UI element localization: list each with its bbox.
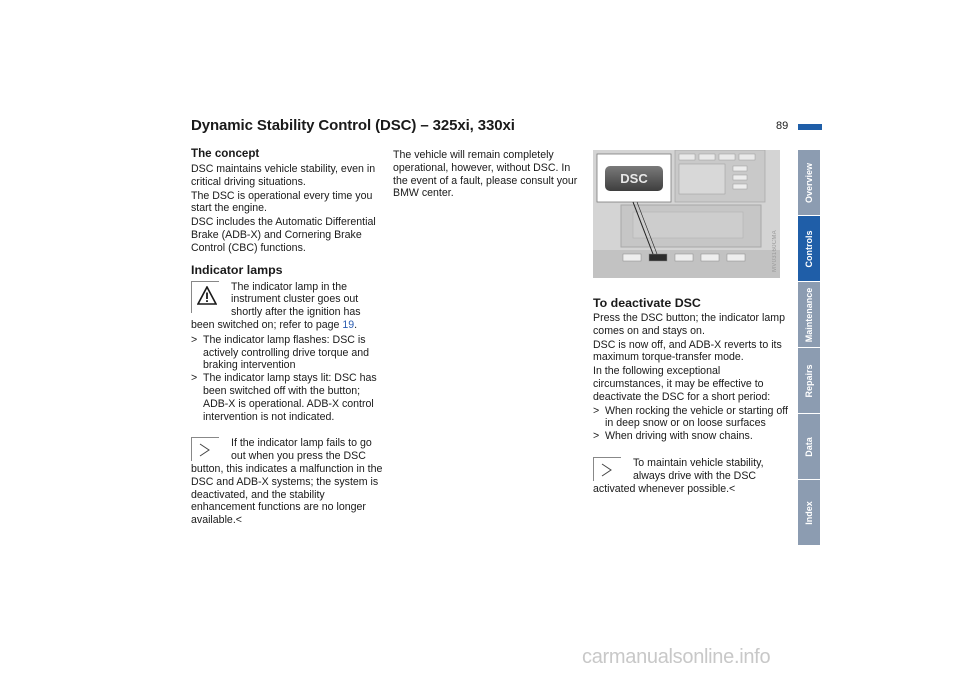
page-number: 89 — [776, 120, 789, 132]
tab-controls[interactable]: Controls — [798, 216, 820, 281]
concept-paragraph-1: DSC maintains vehicle stability, even in critical driving situations. — [191, 163, 376, 188]
lamps-note-text: The indicator lamp in the instrument cluster goes out shortly after the ignition has been switched on; refer to page — [191, 280, 361, 331]
page-title: Dynamic Stability Control (DSC) – 325xi, 330xi — [191, 117, 515, 134]
note-icon-box — [593, 457, 621, 481]
note-icon-box — [191, 437, 219, 461]
section-tabs — [798, 150, 820, 546]
middle-paragraph: The vehicle will remain completely operational, however, without DSC. In the event of a fault, please consult your BMW center. — [393, 149, 578, 200]
list-item — [191, 372, 385, 423]
list-item — [191, 334, 385, 372]
end-mark: < — [729, 482, 736, 495]
right-paragraph-2: DSC is now off, and ADB-X reverts to its maximum torque-transfer mode. — [593, 338, 782, 364]
fault-note-text: If the indicator lamp fails to go out when you press the DSC button, this indicates a malfunction in the DSC and ADB-X systems; the system is deactivated, and the stability enhancement functions are no longer available. — [191, 437, 383, 527]
watermark: carmanualsonline.info — [582, 646, 771, 668]
bullet-mark: > — [191, 372, 198, 385]
list-item — [593, 430, 789, 443]
concept-paragraph-2: The DSC is operational every time you start the engine. — [191, 189, 373, 215]
dsc-button-label: DSC — [605, 166, 663, 191]
bullet-text: When rocking the vehicle or starting off in deep snow or on loose surfaces — [605, 404, 788, 430]
list-item — [593, 405, 789, 431]
end-mark: < — [235, 514, 242, 527]
bullet-text: When driving with snow chains. — [605, 430, 753, 443]
deactivate-heading: To deactivate DSC — [593, 296, 701, 310]
tab-maintenance[interactable]: Maintenance — [798, 282, 820, 347]
warning-note: The indicator lamp in the instrument cluster goes out shortly after the ignition has been switched on; refer to page 19. — [191, 280, 361, 331]
fault-note — [191, 435, 385, 527]
tab-data[interactable]: Data — [798, 414, 820, 479]
right-paragraph-1: Press the DSC button; the indicator lamp comes on and stays on. — [593, 312, 785, 337]
middle-column — [393, 149, 585, 201]
left-column — [191, 147, 385, 528]
dsc-button-figure — [593, 150, 780, 278]
concept-paragraph-3: DSC includes the Automatic Differential Brake (ADB-X) and Cornering Brake Control (CBC) functions. — [191, 216, 376, 254]
right-column — [593, 296, 789, 496]
stability-note — [593, 455, 789, 495]
concept-heading: The concept — [191, 147, 260, 160]
bullet-mark: > — [191, 333, 198, 346]
note-chevron-icon — [599, 462, 615, 478]
tab-overview[interactable]: Overview — [798, 150, 820, 215]
page-19-link[interactable]: 19 — [342, 318, 355, 331]
note-chevron-icon — [197, 442, 213, 458]
tab-repairs[interactable]: Repairs — [798, 348, 820, 413]
warning-icon-box — [191, 281, 219, 313]
stability-note-text: To maintain vehicle stability, always drive with the DSC activated whenever possible. — [593, 456, 764, 495]
bullet-mark: > — [593, 404, 600, 417]
lamps-heading: Indicator lamps — [191, 262, 283, 277]
bullet-mark: > — [593, 430, 600, 443]
bullet-text: The indicator lamp flashes: DSC is actively controlling drive torque and braking intervention — [203, 333, 370, 372]
page-marker — [798, 124, 822, 130]
warning-triangle-icon — [197, 286, 217, 306]
right-paragraph-3: In the following exceptional circumstances, it may be effective to deactivate the DSC for a short period: — [593, 365, 771, 403]
figure-code: MV03160CMA — [772, 230, 778, 273]
bullet-text: The indicator lamp stays lit: DSC has been switched off with the button; ADB-X is operational. ADB-X control intervention is not indicated. — [203, 372, 377, 423]
tab-index[interactable]: Index — [798, 480, 820, 545]
